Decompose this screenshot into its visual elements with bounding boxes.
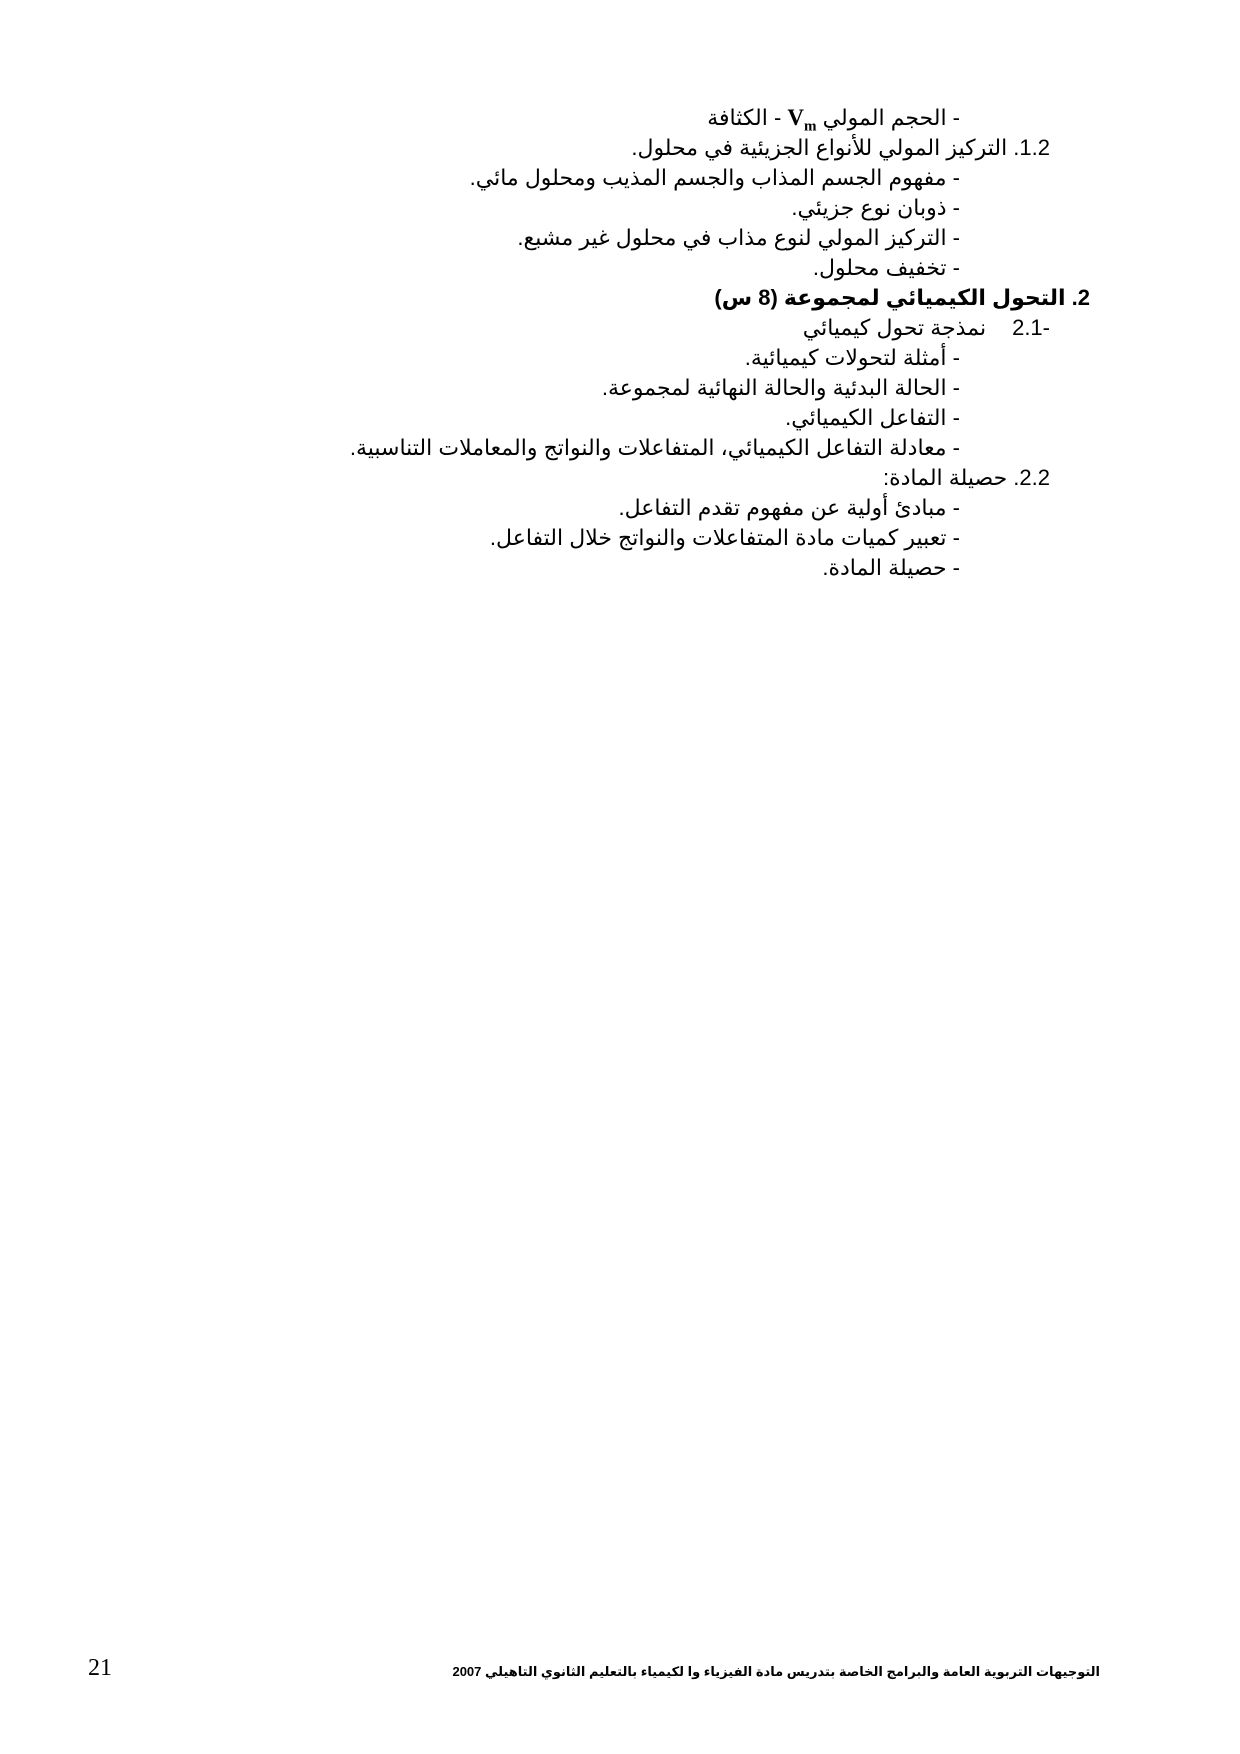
list-item: - ذوبان نوع جزيئي.	[791, 195, 960, 220]
list-item: - التركيز المولي لنوع مذاب في محلول غير مشبع.	[517, 225, 960, 250]
subsection-1-2-heading: 1.2. التركيز المولي للأنواع الجزيئية في محلول.	[631, 135, 1050, 160]
list-item: - تعبير كميات مادة المتفاعلات والنواتج خلال التفاعل.	[489, 525, 960, 550]
list-item: - حصيلة المادة.	[822, 555, 960, 580]
list-item: - تخفيف محلول.	[812, 255, 960, 280]
list-item: - أمثلة لتحولات كيميائية.	[744, 345, 960, 370]
vm-symbol: $V_m$	[787, 105, 817, 135]
list-item: - مفهوم الجسم المذاب والجسم المذيب ومحلول مائي.	[469, 165, 960, 190]
line-prefix: - الحجم المولي	[816, 105, 960, 130]
list-item: - معادلة التفاعل الكيميائي، المتفاعلات والنواتج والمعاملات التناسبية.	[349, 435, 960, 460]
list-item: - مبادئ أولية عن مفهوم تقدم التفاعل.	[618, 495, 960, 520]
subsection-2-1-heading	[803, 313, 1050, 343]
section-2-heading: 2. التحول الكيميائي لمجموعة (8 س)	[714, 285, 1090, 310]
subsection-title: نمذجة تحول كيميائي	[802, 315, 987, 340]
list-item: - الحالة البدئية والحالة النهائية لمجموعة.	[601, 375, 960, 400]
page-number: 21	[88, 1655, 112, 1681]
subsection-2-2-heading: 2.2. حصيلة المادة:	[883, 465, 1050, 490]
line-suffix: - الكثافة	[707, 105, 788, 130]
footer-title: التوجيهات التربوية العامة والبرامج الخاصة بتدريس مادة الفيزياء وا لكيمياء بالتعليم الثانوي التاهيلي 2007	[452, 1664, 1100, 1679]
subsection-number: -2.1	[1012, 315, 1050, 340]
list-item: - التفاعل الكيميائي.	[785, 405, 960, 430]
